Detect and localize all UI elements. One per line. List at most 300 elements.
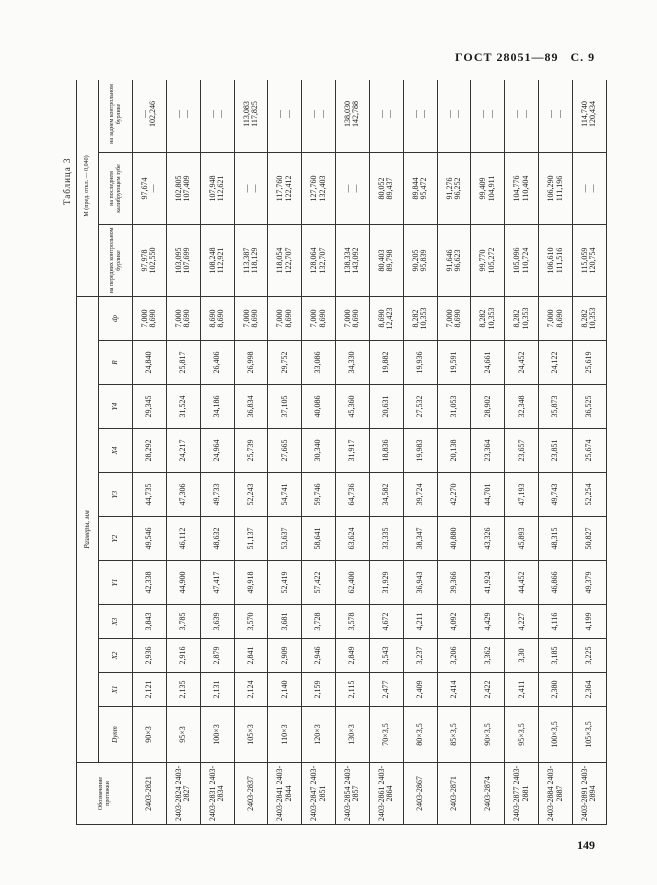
- cell-m3: [166, 80, 200, 152]
- cell-m1-line: 143,092: [351, 247, 361, 274]
- cell-code: 2403-2874: [471, 763, 505, 825]
- cell-m3: [505, 80, 539, 152]
- cell-y1: 44,452: [505, 561, 539, 605]
- cell-m3-line: —: [385, 109, 395, 118]
- cell-m1: [572, 224, 606, 296]
- col-code-header: Обозначение протяжки: [77, 763, 133, 825]
- cell-m2-line: 89,844: [410, 177, 420, 200]
- cell-dp-line: 8,690: [182, 309, 192, 328]
- cell-dp-line: 8,690: [216, 309, 226, 328]
- cell-m3-line: —: [309, 109, 319, 118]
- cell-y4: 28,902: [471, 385, 505, 429]
- cell-x3: 3,785: [166, 605, 200, 639]
- cell-m2: [437, 152, 471, 224]
- cell-y2: 43,326: [471, 517, 505, 561]
- cell-dp-line: 8,690: [283, 309, 293, 328]
- cell-code: 2403-2867: [403, 763, 437, 825]
- cell-m2-line: —: [148, 184, 158, 193]
- cell-r: 29,752: [268, 341, 302, 385]
- cell-dp: [336, 296, 370, 340]
- cell-m2-line: 112,621: [216, 175, 226, 202]
- cell-code: 2403-2891 2403-2894: [572, 763, 606, 825]
- cell-x2: 2,841: [234, 639, 268, 673]
- cell-m2: [572, 152, 606, 224]
- cell-dp-line: 8,690: [148, 309, 158, 328]
- cell-m2-line: 102,805: [173, 175, 183, 202]
- cell-r: 19,882: [369, 341, 403, 385]
- cell-y2: 33,335: [369, 517, 403, 561]
- cell-m1-line: 103,095: [173, 247, 183, 274]
- cell-m1: [539, 224, 573, 296]
- col-x3-header: X3: [99, 605, 133, 639]
- cell-m2-line: 106,290: [546, 175, 556, 202]
- cell-x1: 2,380: [539, 673, 573, 707]
- cell-code: 2403-2877 2403-2881: [505, 763, 539, 825]
- cell-dp: [539, 296, 573, 340]
- cell-dp: [234, 296, 268, 340]
- cell-m3-line: —: [520, 109, 530, 118]
- cell-x1: 2,124: [234, 673, 268, 707]
- cell-m2-line: 89,437: [385, 177, 395, 200]
- cell-y4: 35,873: [539, 385, 573, 429]
- cell-m1: [471, 224, 505, 296]
- cell-code: 2403-2861 2403-2864: [369, 763, 403, 825]
- cell-y3: 49,743: [539, 473, 573, 517]
- cell-x3: 4,672: [369, 605, 403, 639]
- cell-d: 105×3,5: [572, 707, 606, 763]
- cell-d: 130×3: [336, 707, 370, 763]
- cell-r: 25,619: [572, 341, 606, 385]
- col-x4-header: X4: [99, 429, 133, 473]
- cell-dp-line: 7,000: [241, 309, 251, 328]
- cell-m2-line: 110,404: [520, 175, 530, 202]
- cell-m1: [505, 224, 539, 296]
- cell-x2: 3,185: [539, 639, 573, 673]
- cell-m3-line: —: [410, 109, 420, 118]
- cell-m2-line: 107,409: [182, 175, 192, 202]
- cell-m2: [302, 152, 336, 224]
- table-caption: Таблица 3: [62, 157, 72, 205]
- cell-y1: 42,338: [133, 561, 167, 605]
- cell-code: 2403-2841 2403-2844: [268, 763, 302, 825]
- cell-m1-line: 122,707: [283, 247, 293, 274]
- cell-m2-line: 95,472: [419, 177, 429, 200]
- cell-m1-line: 89,798: [385, 249, 395, 272]
- cell-m2-line: 80,052: [376, 177, 386, 200]
- cell-y3: 44,735: [133, 473, 167, 517]
- col-y2-header: Y2: [99, 517, 133, 561]
- cell-m1-line: 112,921: [216, 247, 226, 274]
- cell-y1: 36,943: [403, 561, 437, 605]
- cell-dp: [471, 296, 505, 340]
- cell-x2: 3,543: [369, 639, 403, 673]
- cell-x4: 24,964: [200, 429, 234, 473]
- cell-x1: 2,409: [403, 673, 437, 707]
- cell-m3: [539, 80, 573, 152]
- cell-d: 90×3,5: [471, 707, 505, 763]
- cell-y2: 58,641: [302, 517, 336, 561]
- cell-y3: 39,724: [403, 473, 437, 517]
- cell-y2: 40,880: [437, 517, 471, 561]
- cell-x2: 3,225: [572, 639, 606, 673]
- cell-y3: 64,736: [336, 473, 370, 517]
- cell-d: 100×3: [200, 707, 234, 763]
- cell-y4: 32,348: [505, 385, 539, 429]
- cell-m1-line: 97,978: [140, 249, 150, 272]
- cell-m3: [403, 80, 437, 152]
- cell-dp-line: 7,000: [546, 309, 556, 328]
- cell-code: 2403-2854 2403-2857: [336, 763, 370, 825]
- cell-m2-line: —: [580, 184, 590, 193]
- rotated-table-area: [62, 80, 609, 825]
- cell-m1: [200, 224, 234, 296]
- cell-x3: 4,227: [505, 605, 539, 639]
- cell-x4: 20,138: [437, 429, 471, 473]
- col-d-header: Dупт: [99, 707, 133, 763]
- cell-dp-line: 7,000: [444, 309, 454, 328]
- cell-m3-line: 113,083: [241, 101, 251, 127]
- table-row: [505, 80, 539, 825]
- cell-y4: 45,360: [336, 385, 370, 429]
- cell-m3-line: 120,434: [588, 100, 598, 127]
- cell-m1-line: 128,064: [309, 247, 319, 274]
- cell-m3-line: —: [486, 109, 496, 118]
- cell-x4: 31,917: [336, 429, 370, 473]
- table-row: [166, 80, 200, 825]
- cell-m3-line: —: [419, 109, 429, 118]
- cell-d: 70×3,5: [369, 707, 403, 763]
- cell-y1: 46,866: [539, 561, 573, 605]
- cell-r: 33,086: [302, 341, 336, 385]
- cell-m1: [234, 224, 268, 296]
- cell-y3: 52,254: [572, 473, 606, 517]
- cell-m1-line: 108,248: [207, 247, 217, 274]
- cell-y1: 49,918: [234, 561, 268, 605]
- cell-dp-line: 8,690: [453, 309, 463, 328]
- cell-x1: 2,411: [505, 673, 539, 707]
- cell-x2: 2,849: [336, 639, 370, 673]
- cell-y2: 48,632: [200, 517, 234, 561]
- cell-y4: 20,631: [369, 385, 403, 429]
- cell-d: 120×3: [302, 707, 336, 763]
- cell-dp: [268, 296, 302, 340]
- cell-r: 25,817: [166, 341, 200, 385]
- cell-r: 19,591: [437, 341, 471, 385]
- cell-x4: 25,674: [572, 429, 606, 473]
- cell-m3-line: 102,246: [148, 100, 158, 127]
- cell-code: 2403-2837: [234, 763, 268, 825]
- table-body: [133, 80, 607, 825]
- cell-dp-line: 8,282: [580, 309, 590, 328]
- cell-m3: [200, 80, 234, 152]
- m-group-header: M (пред. откл. — 0,040): [77, 80, 99, 296]
- cell-m3-line: —: [554, 109, 564, 118]
- cell-m3: [302, 80, 336, 152]
- cell-dp-line: 8,282: [512, 309, 522, 328]
- cell-x3: 3,681: [268, 605, 302, 639]
- cell-dp-line: 8,690: [207, 309, 217, 328]
- cell-m1-line: 107,699: [182, 247, 192, 274]
- col-x2-header: X2: [99, 639, 133, 673]
- cell-dp-line: 8,690: [351, 309, 361, 328]
- cell-y3: 47,193: [505, 473, 539, 517]
- cell-m3-line: 117,825: [249, 101, 259, 127]
- cell-dp-line: 7,000: [140, 309, 150, 328]
- cell-x4: 19,983: [403, 429, 437, 473]
- cell-m1-line: 90,205: [410, 249, 420, 272]
- cell-y4: 36,834: [234, 385, 268, 429]
- cell-x2: 2,916: [166, 639, 200, 673]
- cell-d: 100×3,5: [539, 707, 573, 763]
- cell-y2: 53,637: [268, 517, 302, 561]
- cell-dp-line: 10,353: [486, 307, 496, 330]
- cell-x3: 4,429: [471, 605, 505, 639]
- cell-m2: [336, 152, 370, 224]
- cell-dp-line: 8,282: [478, 309, 488, 328]
- cell-dp: [166, 296, 200, 340]
- cell-m1: [403, 224, 437, 296]
- cell-m1-line: 111,516: [554, 247, 564, 274]
- cell-dp-line: 10,353: [419, 307, 429, 330]
- cell-x1: 2,159: [302, 673, 336, 707]
- cell-dp-line: 8,690: [317, 309, 327, 328]
- cell-dp: [133, 296, 167, 340]
- cell-m2-line: 104,911: [486, 175, 496, 202]
- cell-m2-line: 91,276: [444, 177, 454, 200]
- cell-m2-line: 127,760: [309, 175, 319, 202]
- cell-m3-line: —: [216, 109, 226, 118]
- cell-x2: 3,362: [471, 639, 505, 673]
- cell-x1: 2,414: [437, 673, 471, 707]
- cell-x1: 2,121: [133, 673, 167, 707]
- cell-m3: [336, 80, 370, 152]
- cell-y2: 48,315: [539, 517, 573, 561]
- cell-y3: 42,270: [437, 473, 471, 517]
- cell-dp: [200, 296, 234, 340]
- cell-m2: [200, 152, 234, 224]
- cell-m2-line: 111,196: [554, 175, 564, 202]
- cell-m3-line: —: [275, 109, 285, 118]
- cell-m2-line: 122,412: [283, 175, 293, 202]
- cell-m3: [234, 80, 268, 152]
- cell-m3-line: —: [173, 109, 183, 118]
- cell-x3: 3,639: [200, 605, 234, 639]
- cell-m1-line: 99,770: [478, 249, 488, 272]
- cell-x3: 3,578: [336, 605, 370, 639]
- cell-code: 2403-2884 2403-2887: [539, 763, 573, 825]
- cell-x3: 3,728: [302, 605, 336, 639]
- cell-dp-line: 10,353: [520, 307, 530, 330]
- table-row: [369, 80, 403, 825]
- cell-x4: 27,665: [268, 429, 302, 473]
- cell-r: 24,122: [539, 341, 573, 385]
- cell-x4: 23,657: [505, 429, 539, 473]
- cell-y1: 52,419: [268, 561, 302, 605]
- cell-y3: 44,701: [471, 473, 505, 517]
- cell-x3: 3,843: [133, 605, 167, 639]
- cell-dp: [505, 296, 539, 340]
- rotated-sheet: [62, 80, 609, 825]
- cell-x4: 30,340: [302, 429, 336, 473]
- cell-m3-line: —: [317, 109, 327, 118]
- cell-m2-line: 97,674: [140, 177, 150, 200]
- cell-dp: [369, 296, 403, 340]
- cell-m3: [572, 80, 606, 152]
- table-row: [336, 80, 370, 825]
- cell-m1-line: 120,754: [588, 247, 598, 274]
- cell-dp-line: 7,000: [173, 309, 183, 328]
- cell-m2: [166, 152, 200, 224]
- cell-d: 110×3: [268, 707, 302, 763]
- cell-m2: [505, 152, 539, 224]
- cell-r: 24,661: [471, 341, 505, 385]
- cell-y3: 54,741: [268, 473, 302, 517]
- cell-m3-line: —: [512, 109, 522, 118]
- cell-r: 26,406: [200, 341, 234, 385]
- gost-number: ГОСТ 28051—89: [455, 50, 559, 64]
- cell-dp: [572, 296, 606, 340]
- table-row: [268, 80, 302, 825]
- cell-y3: 59,746: [302, 473, 336, 517]
- cell-m1-line: 95,839: [419, 249, 429, 272]
- cell-m2-line: —: [351, 184, 361, 193]
- cell-x3: 4,199: [572, 605, 606, 639]
- cell-r: 19,936: [403, 341, 437, 385]
- cell-r: 26,998: [234, 341, 268, 385]
- cell-d: 80×3,5: [403, 707, 437, 763]
- col-m3-header: на заднем контрольном бурлике: [99, 80, 133, 152]
- cell-x4: 25,739: [234, 429, 268, 473]
- table-row: [234, 80, 268, 825]
- cell-x1: 2,364: [572, 673, 606, 707]
- cell-y1: 41,924: [471, 561, 505, 605]
- cell-x4: 23,851: [539, 429, 573, 473]
- cell-r: 34,330: [336, 341, 370, 385]
- cell-m1-line: 91,646: [444, 249, 454, 272]
- cell-dp: [403, 296, 437, 340]
- table-row: [302, 80, 336, 825]
- cell-dp-line: 12,423: [385, 307, 395, 330]
- cell-y4: 40,086: [302, 385, 336, 429]
- cell-m3: [268, 80, 302, 152]
- cell-r: 24,452: [505, 341, 539, 385]
- cell-m3-line: —: [182, 109, 192, 118]
- cell-y1: 39,366: [437, 561, 471, 605]
- col-y3-header: Y3: [99, 473, 133, 517]
- cell-y2: 46,112: [166, 517, 200, 561]
- cell-x3: 4,092: [437, 605, 471, 639]
- cell-m1-line: 105,272: [486, 247, 496, 274]
- cell-y1: 49,379: [572, 561, 606, 605]
- page-number: 149: [577, 838, 595, 852]
- cell-m3: [437, 80, 471, 152]
- dimensions-table: [76, 80, 607, 825]
- cell-y1: 44,900: [166, 561, 200, 605]
- cell-m3-line: 114,740: [580, 101, 590, 127]
- cell-x2: 3,30: [505, 639, 539, 673]
- gost-header: [455, 50, 595, 65]
- cell-y3: 34,582: [369, 473, 403, 517]
- col-y4-header: Y4: [99, 385, 133, 429]
- cell-d: 85×3,5: [437, 707, 471, 763]
- cell-y3: 47,306: [166, 473, 200, 517]
- cell-m1: [369, 224, 403, 296]
- cell-m2: [403, 152, 437, 224]
- cell-x2: 2,936: [133, 639, 167, 673]
- cell-m1-line: 80,403: [376, 249, 386, 272]
- cell-y2: 63,624: [336, 517, 370, 561]
- table-row: [471, 80, 505, 825]
- cell-m1: [133, 224, 167, 296]
- cell-code: 2403-2821: [133, 763, 167, 825]
- cell-y4: 29,345: [133, 385, 167, 429]
- cell-code: 2403-2871: [437, 763, 471, 825]
- cell-y4: 27,532: [403, 385, 437, 429]
- cell-m3: [369, 80, 403, 152]
- cell-code: 2403-2824 2403-2827: [166, 763, 200, 825]
- cell-x1: 2,131: [200, 673, 234, 707]
- cell-m2-line: —: [588, 184, 598, 193]
- cell-m2-line: 132,403: [317, 175, 327, 202]
- cell-m3-line: —: [546, 109, 556, 118]
- cell-dp-line: 7,000: [275, 309, 285, 328]
- cell-y2: 49,546: [133, 517, 167, 561]
- cell-m3-line: —: [453, 109, 463, 118]
- cell-m1: [336, 224, 370, 296]
- cell-m3: [471, 80, 505, 152]
- cell-m1-line: 132,707: [317, 247, 327, 274]
- cell-x3: 4,116: [539, 605, 573, 639]
- cell-m1-line: 118,054: [275, 247, 285, 274]
- cell-x1: 2,422: [471, 673, 505, 707]
- cell-y3: 52,243: [234, 473, 268, 517]
- cell-m2-line: 104,776: [512, 175, 522, 202]
- cell-m2: [369, 152, 403, 224]
- cell-m1-line: 138,334: [343, 247, 353, 274]
- cell-dp-line: 8,690: [554, 309, 564, 328]
- cell-dp-line: 10,353: [588, 307, 598, 330]
- cell-code: 2403-2831 2403-2834: [200, 763, 234, 825]
- col-r-header: R: [99, 341, 133, 385]
- cell-m1: [268, 224, 302, 296]
- cell-m2-line: —: [249, 184, 259, 193]
- cell-dp-line: 7,000: [309, 309, 319, 328]
- cell-m2-line: 99,409: [478, 177, 488, 200]
- cell-x2: 3,206: [437, 639, 471, 673]
- cell-d: 95×3,5: [505, 707, 539, 763]
- cell-m1-line: 118,129: [249, 247, 259, 274]
- cell-x1: 2,135: [166, 673, 200, 707]
- cell-y1: 31,929: [369, 561, 403, 605]
- col-m1-header: на передних контрольном бурлике: [99, 224, 133, 296]
- cell-dp-line: 8,282: [410, 309, 420, 328]
- cell-m2-line: —: [343, 184, 353, 193]
- cell-y4: 37,105: [268, 385, 302, 429]
- cell-m2-line: 107,948: [207, 175, 217, 202]
- cell-m3-line: —: [283, 109, 293, 118]
- sizes-group-header: Размеры, мм: [77, 296, 99, 762]
- cell-y4: 31,053: [437, 385, 471, 429]
- cell-m1-line: 115,059: [580, 247, 590, 274]
- cell-x2: 3,237: [403, 639, 437, 673]
- cell-y4: 36,525: [572, 385, 606, 429]
- cell-m1-line: 110,724: [520, 247, 530, 274]
- cell-r: 24,840: [133, 341, 167, 385]
- cell-d: 90×3: [133, 707, 167, 763]
- cell-m3-line: —: [478, 109, 488, 118]
- cell-d: 105×3: [234, 707, 268, 763]
- col-x1-header: X1: [99, 673, 133, 707]
